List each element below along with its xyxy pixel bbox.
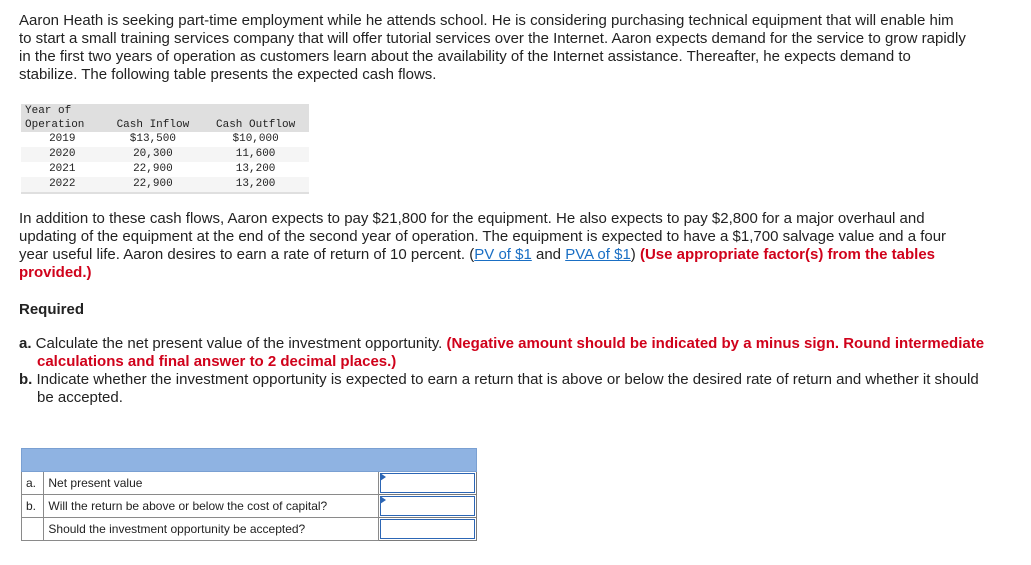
pva-of-1-link[interactable]: PVA of $1 [565,246,631,263]
npv-input[interactable] [380,473,475,493]
details-and: and [531,246,566,263]
outflow-cell: $10,000 [232,133,279,145]
answer-row-accept [22,518,477,541]
answer-row-label: Will the return be above or below the cost of capital? [44,495,379,518]
header-cash-outflow: Cash Outflow [202,104,309,132]
table-row [21,132,309,147]
header-year-of-operation: Year of Operation [21,104,104,132]
answer-row-npv [22,472,477,495]
required-heading: Required [19,301,85,318]
details-paragraph [19,210,969,282]
year-cell: 2021 [49,163,76,175]
header-cash-inflow: Cash Inflow [104,104,203,132]
question-a-note: (Negative amount should be indicated by a minus sign. Round intermediate calculations and final answer to 2 decimal places.) [37,335,985,370]
details-close: ) [630,246,640,263]
table-row [21,147,309,162]
npv-input-cell [379,472,477,495]
cash-flow-header-row [21,104,309,132]
inflow-cell: $13,500 [129,133,176,145]
answer-table [21,448,477,541]
outflow-cell: 13,200 [202,177,309,193]
inflow-cell: 22,900 [104,177,203,193]
outflow-cell: 11,600 [202,147,309,162]
question-b-text: Indicate whether the investment opportunity is expected to earn a return that is above or below the desired rate of return and whether it should be accepted. [32,371,979,406]
answer-row-label: Should the investment opportunity be accepted? [44,518,379,541]
answer-row-letter: a. [22,472,44,495]
input-marker-icon [380,496,386,504]
factor-instruction: (Use appropriate factor(s) from the tables provided.) [19,246,936,281]
question-b [19,371,987,407]
answer-row-return [22,495,477,518]
year-cell: 2022 [21,177,104,193]
inflow-cell: 22,900 [133,163,173,175]
accept-select-cell [379,518,477,541]
question-a [19,335,987,371]
question-a-letter: a. [19,335,32,352]
accept-investment-select[interactable] [380,519,475,539]
answer-row-letter [22,518,44,541]
input-marker-icon [380,473,386,481]
return-above-below-select[interactable] [380,496,475,516]
question-a-text: Calculate the net present value of the investment opportunity. [31,335,447,352]
intro-paragraph: Aaron Heath is seeking part-time employment while he attends school. He is considering purchasing technical equipment that will enable him to start a small training services company that will offer tutorial services over the Internet. Aaron expects demand for the service to grow rapidly in the first two years of operation as customers learn about the availability of the Internet assistance. Thereafter, he expects demand to stabilize. The following table presents the expected cash flows. [19,12,966,83]
outflow-cell: 13,200 [235,163,276,175]
year-cell: 2019 [49,133,76,145]
answer-table-header-cell [22,449,477,472]
answer-row-label: Net present value [44,472,379,495]
answer-row-letter: b. [22,495,44,518]
year-cell: 2020 [21,147,104,162]
pv-of-1-link[interactable]: PV of $1 [474,246,532,263]
inflow-cell: 20,300 [104,147,203,162]
details-text: In addition to these cash flows, Aaron expects to pay $21,800 for the equipment. He also expects to pay $2,800 for a major overhaul and updating of the equipment at the end of the second year of operation. The equipment is expected to have a $1,700 salvage value and a four year useful life. Aaron desires to earn a rate of return of 10 percent. ( [19,210,947,263]
return-select-cell [379,495,477,518]
table-row [21,162,309,177]
cash-flow-table [21,104,309,194]
question-b-letter: b. [19,371,33,388]
table-row [21,177,309,193]
answer-table-header [22,449,477,472]
